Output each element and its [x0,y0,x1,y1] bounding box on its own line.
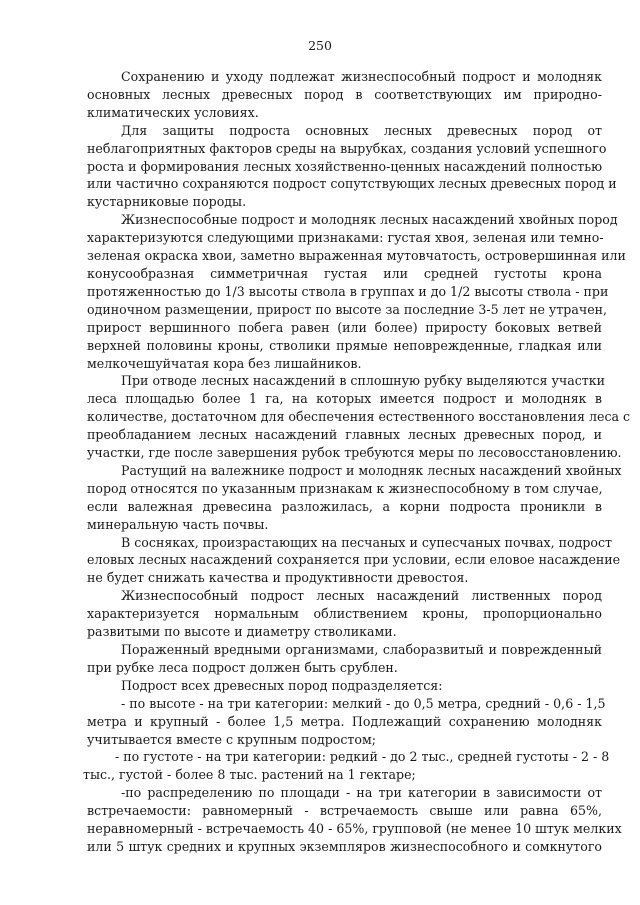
list-item [83,748,610,784]
text-line: -по распределению по площади - на три категории в зависимости от [121,785,602,801]
text-line: Жизнеспособный подрост лесных насаждений лиственных пород [121,588,602,604]
text-line: Для защиты подроста основных лесных древесных пород от [121,122,602,138]
list-item [87,784,622,856]
paragraph [87,122,617,212]
text-line: метра и крупный - более 1,5 метра. Подлежащий сохранению молодняк [87,713,602,729]
text-line: преобладанием лесных насаждений главных лесных древесных пород, и [87,427,602,443]
text-line: участки, где после завершения рубок требуются меры по лесовосстановлению. [87,445,622,461]
paragraph [87,372,631,462]
text-line: Сохранению и уходу подлежат жизнеспособный подрост и молодняк [121,69,602,84]
text-line: одиночном размещении, прирост по высоте за последние 3-5 лет не утрачен, [87,301,608,317]
text-line: прирост вершинного побега равен (или более) приросту боковых ветвей [87,319,602,335]
text-line: леса площадью более 1 га, на которых имеется подрост и молодняк в [87,391,602,407]
body-text [83,68,631,856]
text-line: тыс., густой - более 8 тыс. растений на 1 гектаре; [83,767,416,783]
text-line: Пораженный вредными организмами, слаборазвитый и поврежденный [121,642,602,657]
text-line: Жизнеспособные подрост и молодняк лесных насаждений хвойных пород [121,212,618,228]
text-line: верхней половины кроны, стволики прямые неповрежденные, гладкая или [87,337,602,353]
paragraph [87,534,621,588]
text-line: конусообразная симметричная густая или средней густоты крона [87,265,602,281]
text-line: мелкочешуйчатая кора без лишайников. [87,355,362,371]
text-line: неравномерный - встречаемость 40 - 65%, групповой (не менее 10 штук мелких [87,821,622,837]
text-line: При отводе лесных насаждений в сплошную рубку выделяются участки [121,373,606,389]
paragraph [87,211,626,372]
text-line: или 5 штук средних и крупных экземпляров жизнеспособного и сомкнутого [87,838,602,854]
paragraph [87,677,602,695]
text-line: при рубке леса подрост должен быть срублен. [87,659,398,675]
text-line: развитыми по высоте и диаметру стволиками. [87,624,397,640]
text-line: - по высоте - на три категории: мелкий - до 0,5 метра, средний - 0,6 - 1,5 [121,695,606,711]
text-line: характеризуются следующими признаками: густая хвоя, зеленая или темно- [87,230,604,246]
text-line: зеленая окраска хвои, заметно выраженная мутовчатость, островершинная или [87,248,626,264]
text-line: характеризуется нормальным облиствением кроны, пропорционально [87,606,602,622]
paragraph [87,641,602,677]
text-line: не будет снижать качества и продуктивности древостоя. [87,570,469,586]
paragraph [87,587,602,641]
text-line: основных лесных древесных пород в соответствующих им природно- [87,86,602,102]
list-item [87,695,606,749]
text-line: пород относятся по указанным признакам к жизнеспособному в том случае, [87,480,603,496]
text-line: климатических условиях. [87,104,259,120]
text-line: В сосняках, произрастающих на песчаных и супесчаных почвах, подрост [121,534,613,550]
page-number: 250 [308,38,332,53]
text-line: протяженностью до 1/3 высоты ствола в группах и до 1/2 высоты ствола - при [87,283,609,299]
text-line: еловых лесных насаждений сохраняется при условии, если еловое насаждение [87,552,621,568]
text-line: роста и формирования лесных хозяйственно-ценных насаждений полностью [87,158,603,174]
paragraph [87,462,622,534]
text-line: или частично сохраняются подрост сопутствующих лесных древесных пород и [87,176,617,192]
text-line: - по густоте - на три категории: редкий - до 2 тыс., средней густоты - 2 - 8 [115,749,610,765]
text-line: минеральную часть почвы. [87,516,269,532]
text-line: Растущий на валежнике подрост и молодняк лесных насаждений хвойных [121,462,622,478]
text-line: кустарниковые породы. [87,194,247,210]
text-line: неблагоприятных факторов среды на вырубках, создания условий успешного [87,140,607,156]
text-line: Подрост всех древесных пород подразделяется: [121,677,443,693]
text-line: количестве, достаточном для обеспечения естественного восстановления леса с [87,409,631,425]
text-line: учитывается вместе с крупным подростом; [87,731,376,747]
text-line: если валежная древесина разложилась, а корни подроста проникли в [87,498,602,514]
paragraph [87,68,602,122]
text-line: встречаемости: равномерный - встречаемость свыше или равна 65%, [87,803,602,819]
